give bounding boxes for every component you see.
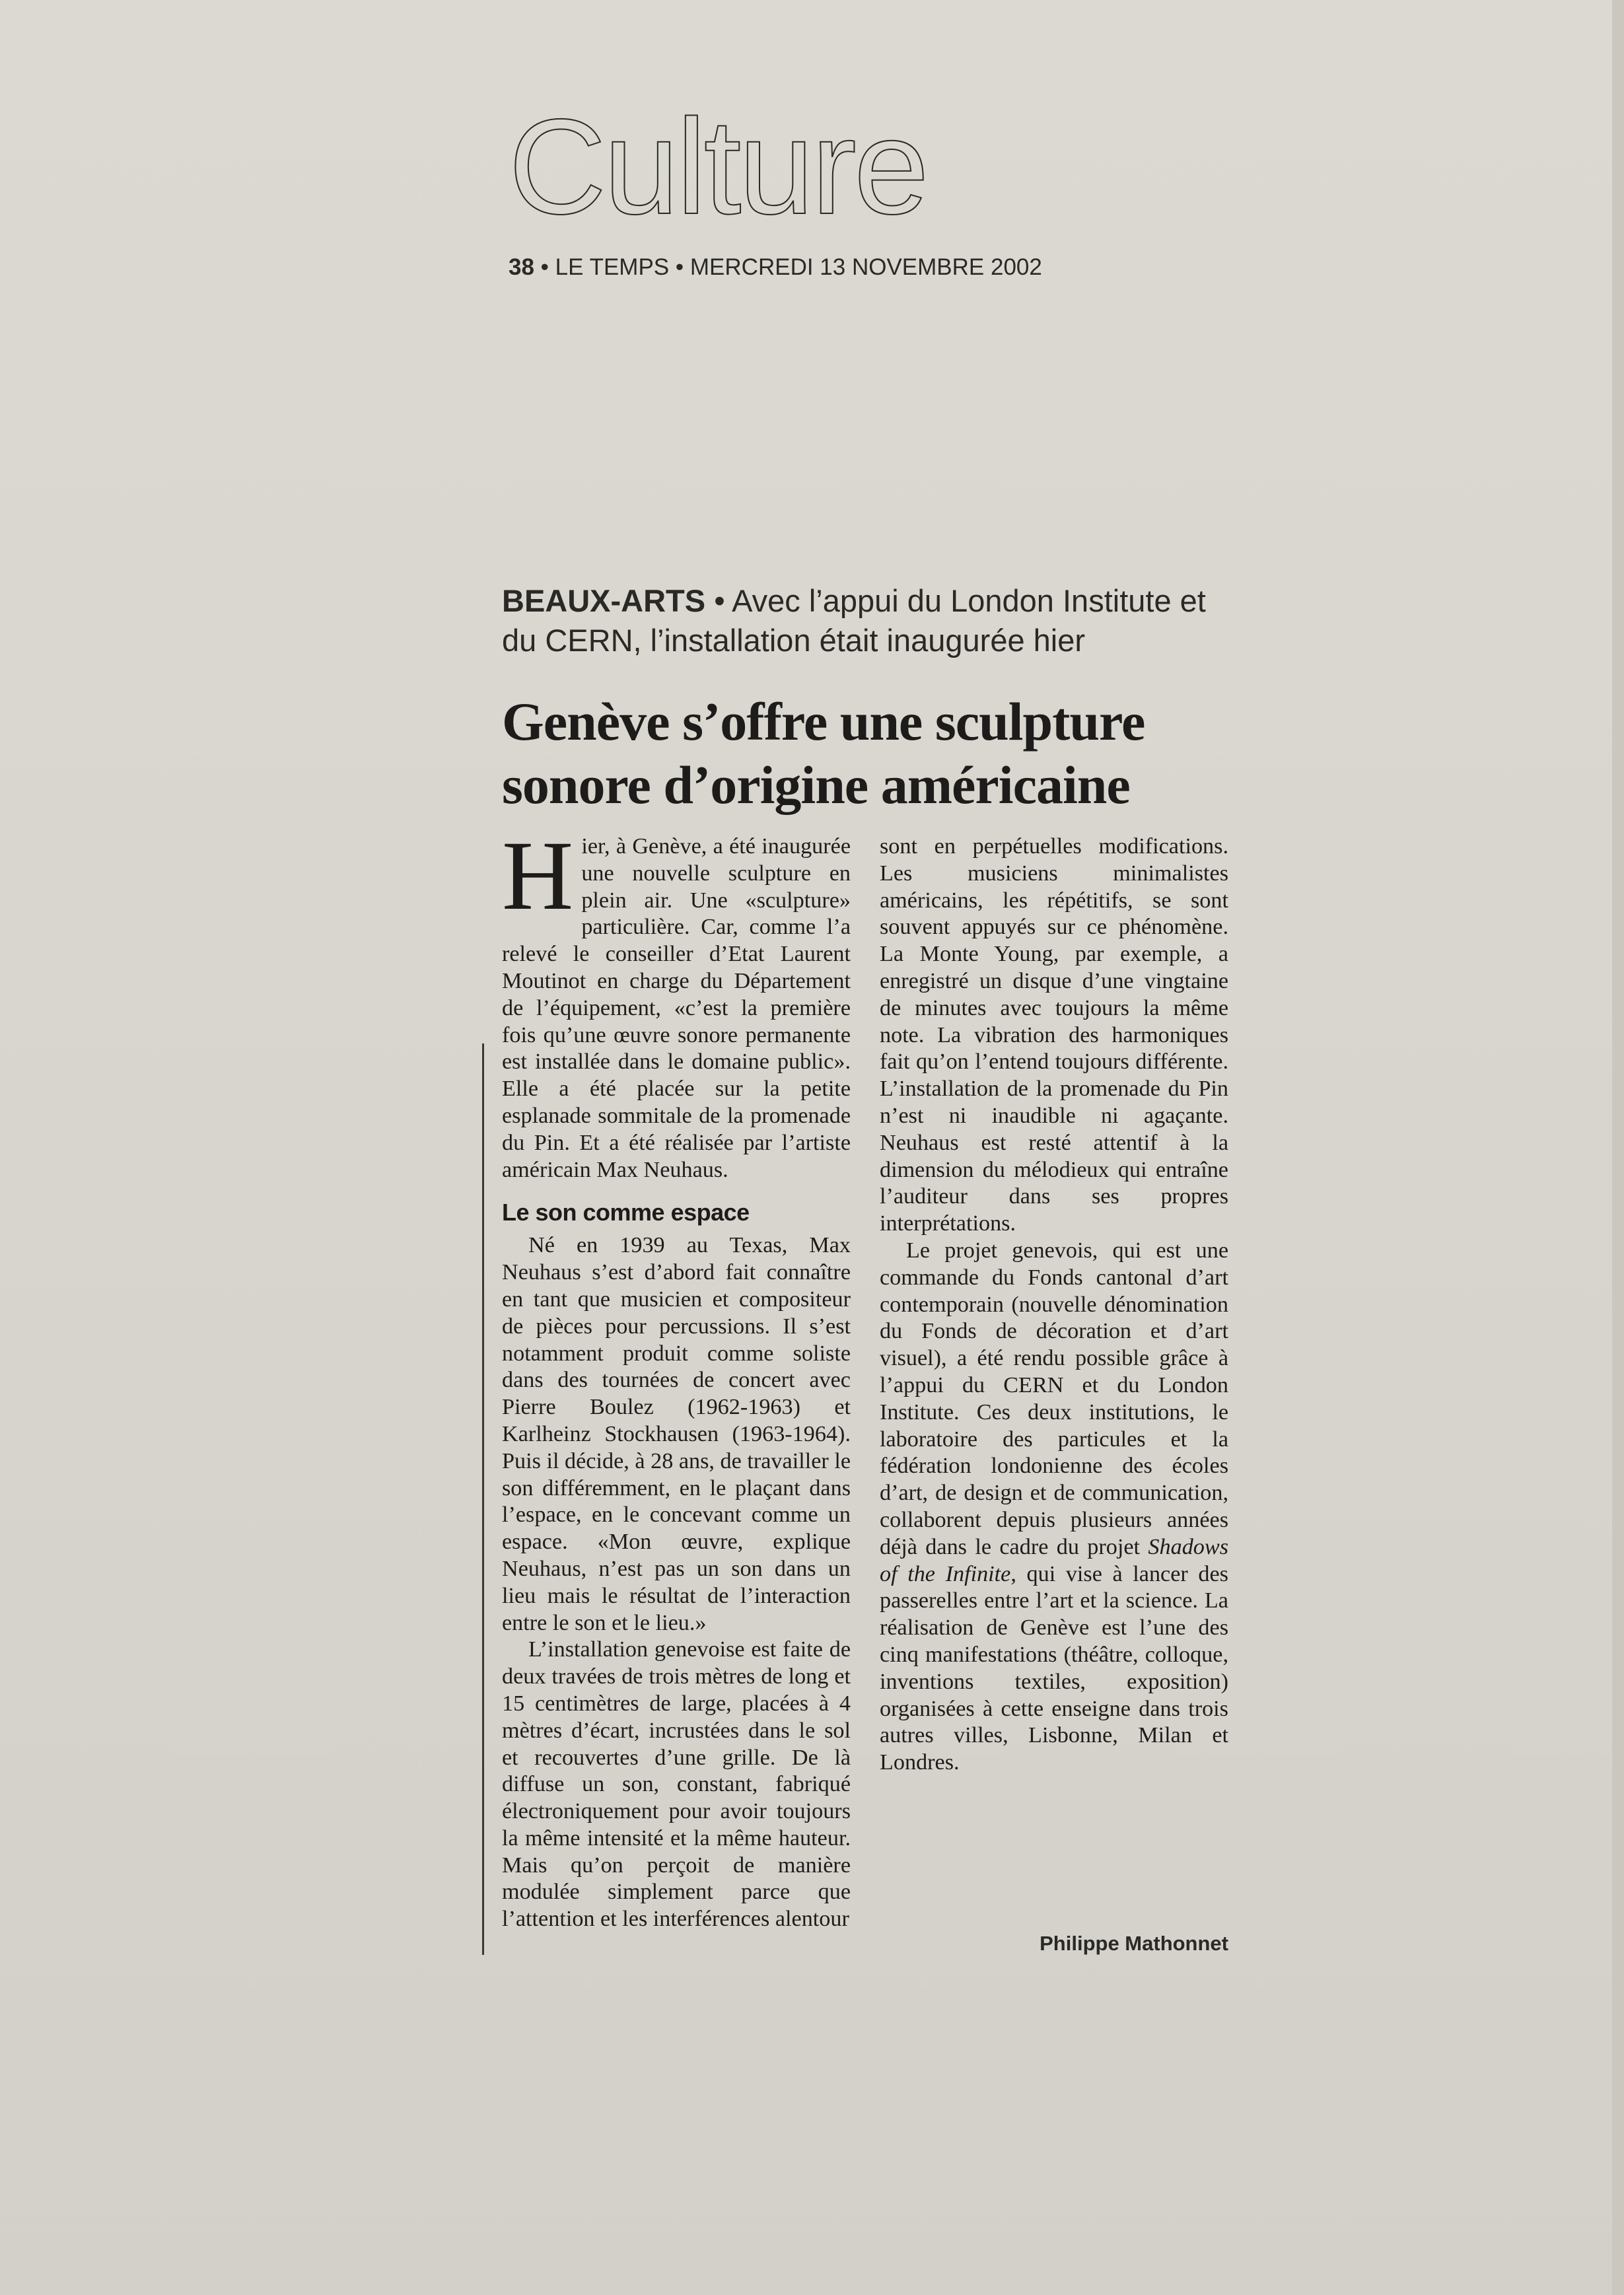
separator: •	[714, 583, 725, 618]
publication-name: LE TEMPS	[555, 254, 670, 280]
kicker-text: Avec l’appui du London Institute et du CERN, l’installation était inaugurée hier	[502, 583, 1206, 658]
article-headline: Genève s’offre une sculpture sonore d’origine américaine	[502, 691, 1145, 815]
dateline	[509, 254, 1042, 281]
body-paragraph-4	[880, 1238, 1228, 1777]
page-number: 38	[509, 254, 534, 280]
column-right	[880, 833, 1228, 1777]
publication-date: MERCREDI 13 NOVEMBRE 2002	[689, 254, 1042, 280]
paragraph-4-text: Le projet genevois, qui est une commande du Fonds cantonal d’art contemporain (nouvelle dénomination du Fonds de décoration et d’art visuel), a été rendu possible grâce à l’appui du CERN et du London Institute. Ces deux institutions, le laboratoire des particules et la fédération londonienne des écoles d’art, de design et de communication, collaborent depuis plusieurs années déjà dans le cadre du projet	[880, 1238, 1228, 1559]
separator: •	[540, 254, 549, 280]
kicker-label: BEAUX-ARTS	[502, 583, 706, 618]
paragraph-4-text-end: , qui vise à lancer des passerelles entre l’art et la science. La réalisation de Genève est l’une des cinq manifestations (théâtre, colloque, inventions textiles, exposition) organisées à cette enseigne dans trois autres villes, Lisbonne, Milan et Londres.	[880, 1561, 1228, 1775]
margin-rule	[482, 1043, 484, 1955]
body-paragraph-2: Né en 1939 au Texas, Max Neuhaus s’est d’abord fait connaître en tant que musicien et compositeur de pièces pour percussions. Il s’est notamment produit comme soliste dans des tournées de concert avec Pierre Boulez (1962-1963) et Karlheinz Stockhausen (1963-1964). Puis il décide, à 28 ans, de travailler le son différemment, en le plaçant dans l’espace, en le concevant comme un espace. «Mon œuvre, explique Neuhaus, n’est pas un son dans un lieu mais le résultat de l’interaction entre le son et le lieu.»	[502, 1233, 851, 1635]
drop-cap: H	[502, 821, 574, 931]
column-left	[502, 821, 851, 1933]
lead-paragraph	[502, 821, 851, 1183]
body-paragraph-3-continued: sont en perpétuelles modifications. Les musiciens minimalistes américains, les répétitifs, se sont souvent appuyés sur ce phénomène. La Monte Young, par exemple, a enregistré un disque d’une vingtaine de minutes avec toujours la même note. La vibration des harmoniques fait qu’on l’entend toujours différente. L’installation de la promenade du Pin n’est ni inaudible ni agaçante. Neuhaus est resté attentif à la dimension du mélodieux qui entraîne l’auditeur dans ses propres interprétations.	[880, 834, 1228, 1236]
body-paragraph-3: L’installation genevoise est faite de deux travées de trois mètres de long et 15 centimètres de large, placées à 4 mètres d’écart, incrustées dans le sol et recouvertes d’une grille. De là diffuse un son, constant, fabriqué électroniquement pour avoir toujours la même intensité et la même hauteur. Mais qu’on perçoit de manière modulée simplement parce que l’attention et les interférences alentour	[502, 1637, 851, 1932]
article-byline: Philippe Mathonnet	[1040, 1932, 1228, 1955]
project-title: Shadows of the Infinite	[880, 1534, 1228, 1586]
lead-text: ier, à Genève, a été inaugurée une nouvelle sculpture en plein air. Une «sculpture» particulière. Car, comme l’a relevé le conseiller d’Etat Laurent Moutinot en charge du Département de l’équipement, «c’est la première fois qu’une œuvre sonore permanente est installée dans le domaine public». Elle a été placée sur la petite esplanade sommitale de la promenade du Pin. Et a été réalisée par l’artiste américain Max Neuhaus.	[502, 834, 851, 1182]
page-edge	[1612, 0, 1624, 2295]
section-title: Culture	[509, 91, 927, 242]
article-subhead: Le son comme espace	[502, 1199, 750, 1226]
separator: •	[675, 254, 684, 280]
article-kicker	[502, 581, 1248, 660]
